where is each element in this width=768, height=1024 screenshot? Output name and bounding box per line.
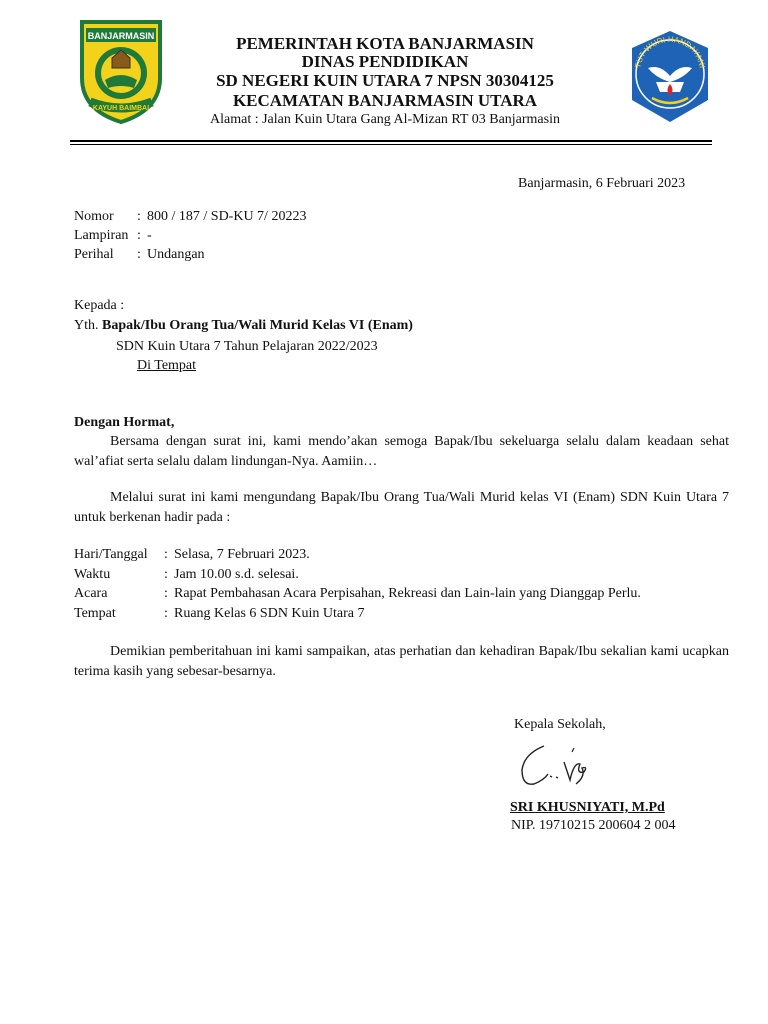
- handwritten-signature: [514, 740, 604, 792]
- meta-label-perihal: Perihal: [74, 247, 114, 262]
- meta-label-lampiran: Lampiran: [74, 228, 129, 243]
- edu-logo-text: TUT WURI HANDAYANI: [633, 34, 707, 69]
- detail-value-time: Jam 10.00 s.d. selesai.: [174, 567, 299, 582]
- detail-sep-date: :: [164, 547, 168, 562]
- letter-date: Banjarmasin, 6 Februari 2023: [518, 176, 686, 191]
- recipient-place: Di Tempat: [137, 358, 197, 373]
- meta-value-perihal: Undangan: [147, 247, 205, 262]
- detail-value-date: Selasa, 7 Februari 2023.: [174, 547, 310, 562]
- header-school-name: SD NEGERI KUIN UTARA 7 NPSN 30304125: [216, 71, 554, 90]
- meta-value-nomor: 800 / 187 / SD-KU 7/ 20223: [147, 209, 307, 224]
- header-district: KECAMATAN BANJARMASIN UTARA: [232, 91, 538, 110]
- detail-label-event: Acara: [74, 586, 108, 601]
- recipient-kepada: Kepada :: [74, 298, 125, 313]
- detail-label-date: Hari/Tanggal: [74, 547, 148, 562]
- paragraph-opening: Bersama dengan surat ini, kami mendo’akan semoga Bapak/Ibu sekeluarga selalu dalam keadaan sehat wal’afiat serta selalu dalam lindungan-Nya. Aamiin…: [74, 434, 729, 469]
- header-address: Alamat : Jalan Kuin Utara Gang Al-Mizan RT 03 Banjarmasin: [210, 112, 560, 127]
- city-logo-top-text: BANJARMASIN: [87, 31, 155, 41]
- meta-value-lampiran: -: [147, 228, 152, 243]
- detail-sep-time: :: [164, 567, 168, 582]
- paragraph-closing: Demikian pemberitahuan ini kami sampaikan, atas perhatian dan kehadiran Bapak/Ibu sekalian kami ucapkan terima kasih yang sebesar-besarnya.: [74, 644, 729, 679]
- recipient-yth-line: [74, 318, 413, 334]
- detail-sep-event: :: [164, 586, 168, 601]
- meta-sep-lampiran: :: [137, 228, 141, 243]
- signatory-nip: NIP. 19710215 200604 2 004: [511, 818, 676, 833]
- detail-sep-place: :: [164, 606, 168, 621]
- recipient-school: SDN Kuin Utara 7 Tahun Pelajaran 2022/2023: [116, 339, 378, 354]
- meta-sep-nomor: :: [137, 209, 141, 224]
- paragraph-invitation: Melalui surat ini kami mengundang Bapak/Ibu Orang Tua/Wali Murid kelas VI (Enam) SDN Kuin Utara 7 untuk berkenan hadir pada :: [74, 490, 729, 525]
- detail-label-place: Tempat: [74, 606, 116, 621]
- detail-value-event: Rapat Pembahasan Acara Perpisahan, Rekreasi dan Lain-lain yang Dianggap Perlu.: [174, 586, 641, 601]
- detail-value-place: Ruang Kelas 6 SDN Kuin Utara 7: [174, 606, 365, 621]
- recipient-name: Bapak/Ibu Orang Tua/Wali Murid Kelas VI (Enam): [102, 318, 413, 333]
- signatory-name: SRI KHUSNIYATI, M.Pd: [510, 800, 665, 815]
- recipient-yth-prefix: Yth.: [74, 318, 99, 333]
- greeting: Dengan Hormat,: [74, 415, 175, 430]
- header-government: PEMERINTAH KOTA BANJARMASIN: [236, 34, 534, 53]
- city-logo-bottom-text: KAYUH BAIMBAI: [92, 105, 150, 112]
- meta-sep-perihal: :: [137, 247, 141, 262]
- header-divider-thin: [70, 144, 712, 145]
- tut-wuri-handayani-logo: [626, 28, 714, 124]
- header-divider-thick: [70, 140, 712, 142]
- signature-title: Kepala Sekolah,: [514, 717, 606, 732]
- header-department: DINAS PENDIDIKAN: [301, 52, 469, 71]
- meta-label-nomor: Nomor: [74, 209, 114, 224]
- detail-label-time: Waktu: [74, 567, 111, 582]
